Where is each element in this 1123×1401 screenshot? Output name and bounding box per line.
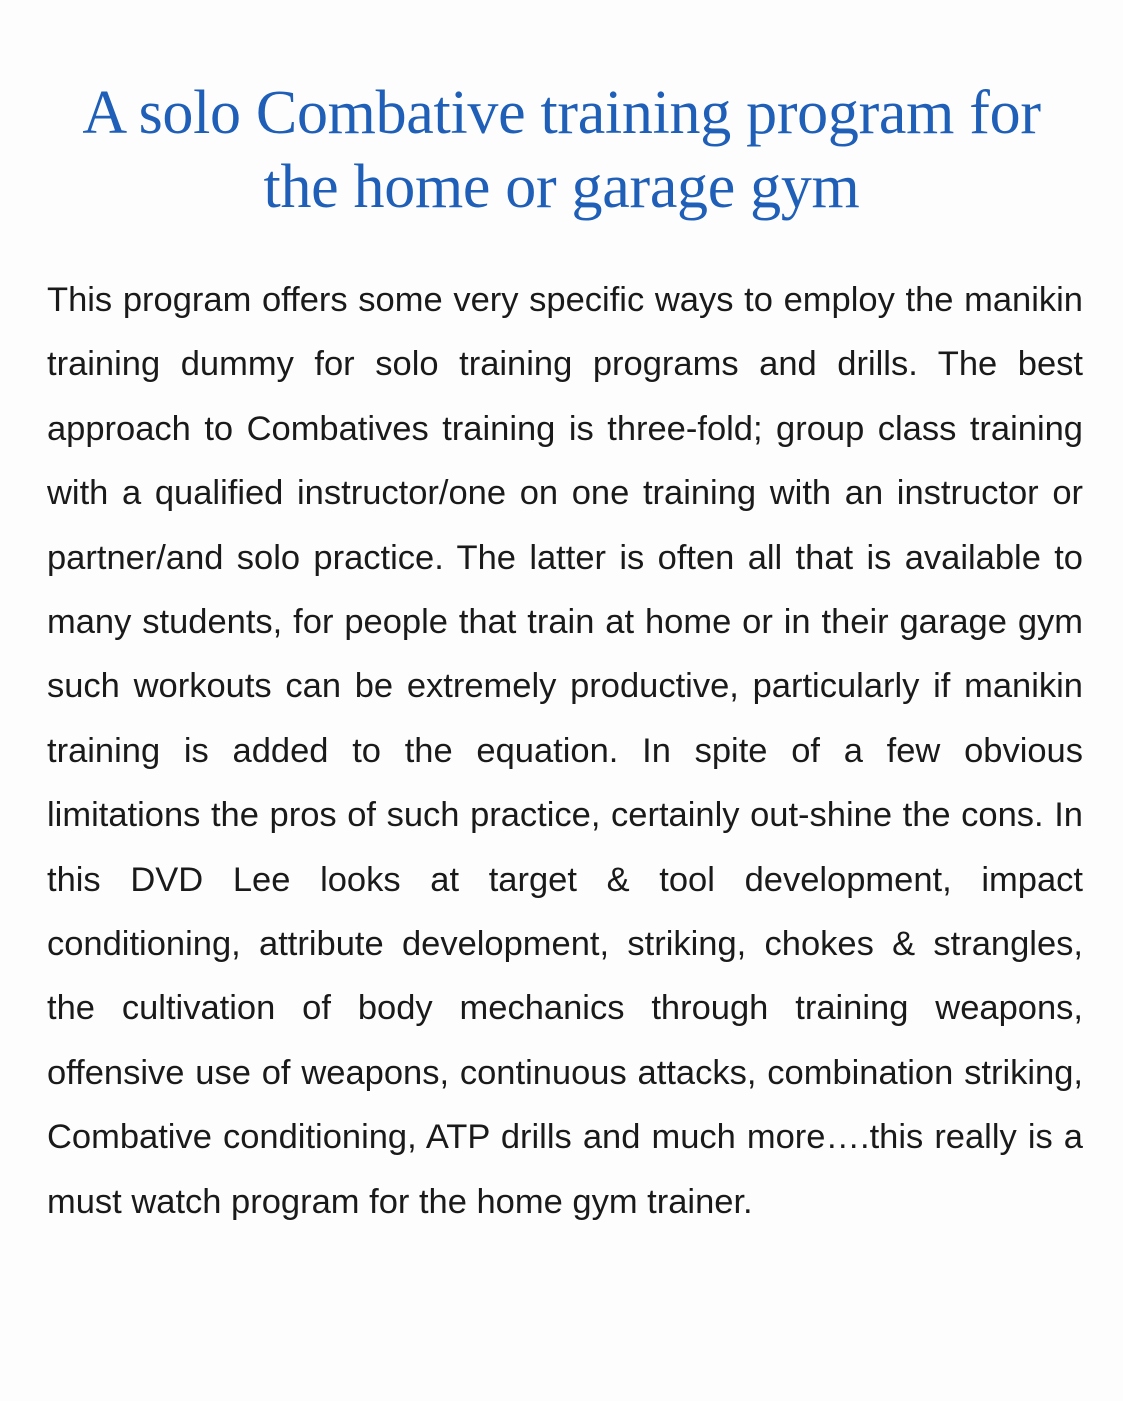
body-paragraph: This program offers some very specific ways to employ the manikin training dummy for solo training programs and drills. The best approach to Combatives training is three-fold; group class training with a qualified instructor/one on one training with an instructor or partner/and solo practice. The latter is often all that is available to many students, for people that train at home or in their garage gym such workouts can be extremely productive, particularly if manikin training is added to the equation. In spite of a few obvious limitations the pros of such practice, certainly out-shine the cons. In this DVD Lee looks at target & tool development, impact conditioning, attribute development, striking, chokes & strangles, the cultivation of body mechanics through training weapons, offensive use of weapons, continuous attacks, combination striking, Combative conditioning, ATP drills and much more….this really is a must watch program for the home gym trainer. <box>47 281 1083 1221</box>
page-title: A solo Combative training program for the home or garage gym <box>82 79 1041 221</box>
